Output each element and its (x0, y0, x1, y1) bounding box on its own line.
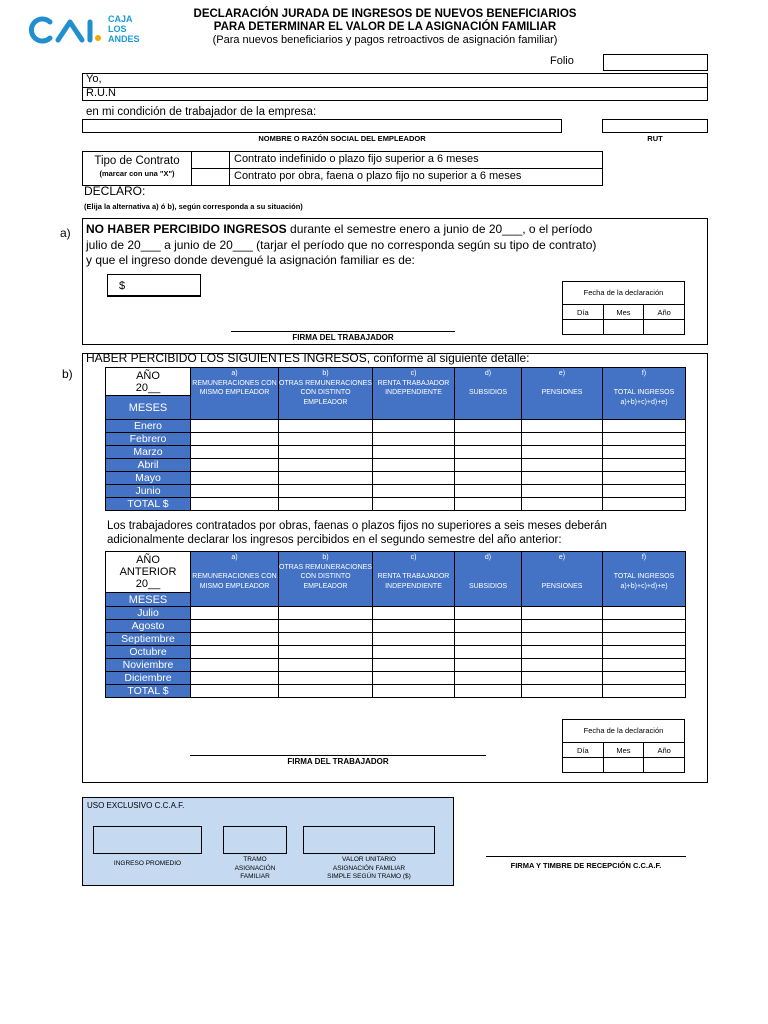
amount-cell[interactable] (373, 485, 455, 498)
valor-line2: ASIGNACIÓN FAMILIAR (332, 864, 406, 872)
firma-ccaf: FIRMA Y TIMBRE DE RECEPCIÓN C.C.A.F. (510, 861, 662, 870)
tramo-line2: ASIGNACIÓN (234, 864, 276, 872)
fecha-mes-a: Mes (603, 305, 644, 320)
fecha-ano-a: Año (644, 305, 685, 320)
amount-cell[interactable] (603, 498, 686, 511)
rut-field[interactable] (602, 119, 708, 133)
amount-cell[interactable] (522, 433, 603, 446)
col-label: TOTAL INGRESOS a)+b)+c)+d)+e) (613, 389, 675, 406)
yo-label: Yo, (86, 73, 102, 85)
amount-cell[interactable] (455, 472, 522, 485)
amount-cell[interactable] (522, 498, 603, 511)
year2-value: 20__ (135, 578, 161, 590)
month-row (106, 433, 686, 446)
amount-cell[interactable] (522, 607, 603, 620)
fecha-dia-a: Día (563, 305, 604, 320)
fecha-mes-b: Mes (603, 743, 644, 758)
year1-label: AÑO (136, 369, 160, 382)
year2-label: AÑO (136, 554, 160, 566)
col-label: RENTA TRABAJADOR INDEPENDIENTE (377, 573, 450, 590)
title-line3: (Para nuevos beneficiarios y pagos retroactivos de asignación familiar) (212, 34, 558, 46)
amount-cell[interactable] (191, 659, 279, 672)
col-letter: f) (641, 370, 647, 377)
year1-value: 20__ (135, 381, 161, 394)
amount-cell[interactable] (373, 420, 455, 433)
col-letter: f) (641, 554, 647, 561)
amount-cell[interactable] (279, 420, 373, 433)
section-a-line3: y que el ingreso donde devengué la asignación familiar es de: (86, 253, 415, 267)
month-label: Octubre (106, 646, 191, 659)
amount-cell[interactable] (455, 498, 522, 511)
col-label: REMUNERACIONES CON MISMO EMPLEADOR (192, 573, 277, 590)
fecha-dia-b: Día (563, 743, 604, 758)
meses-header-1: MESES (106, 396, 191, 420)
run-field[interactable] (82, 87, 708, 101)
fecha-title-b: Fecha de la declaración (563, 720, 685, 743)
month-label: Marzo (106, 446, 191, 459)
amount-cell[interactable] (603, 659, 686, 672)
note-line1: Los trabajadores contratados por obras, faenas o plazos fijos no superiores a seis meses deberán (107, 520, 607, 532)
section-a-letter: a) (60, 226, 71, 240)
amount-cell[interactable] (455, 659, 522, 672)
amount-cell[interactable] (373, 659, 455, 672)
amount-cell[interactable] (279, 607, 373, 620)
amount-cell[interactable] (603, 420, 686, 433)
month-label: Enero (106, 420, 191, 433)
valor-line3: SIMPLE SEGÚN TRAMO ($) (327, 873, 411, 880)
section-a-line2: julio de 20___ a junio de 20___ (tarjar el período que no corresponda según su tipo de contrato) (86, 238, 597, 252)
col-header-b (279, 368, 373, 420)
col2-header-c (373, 552, 455, 607)
month-row (106, 607, 686, 620)
amount-cell[interactable] (279, 659, 373, 672)
month-row (106, 633, 686, 646)
month-row (106, 446, 686, 459)
col-letter: d) (484, 370, 492, 377)
amount-cell[interactable] (603, 472, 686, 485)
amount-cell[interactable] (603, 646, 686, 659)
month-label: Julio (106, 607, 191, 620)
amount-cell[interactable] (373, 498, 455, 511)
amount-cell[interactable] (191, 620, 279, 633)
tramo-label (213, 856, 297, 882)
amount-cell[interactable] (522, 672, 603, 685)
ingreso-promedio-label: INGRESO PROMEDIO (113, 860, 182, 867)
col-header-f (603, 368, 686, 420)
amount-cell[interactable] (603, 433, 686, 446)
amount-cell[interactable] (191, 420, 279, 433)
month-label: Junio (106, 485, 191, 498)
amount-cell[interactable] (191, 646, 279, 659)
amount-cell[interactable] (279, 472, 373, 485)
valor-line1: VALOR UNITARIO (342, 856, 396, 863)
amount-cell[interactable] (603, 446, 686, 459)
fecha-ano-b-input[interactable] (644, 758, 685, 773)
amount-cell[interactable] (373, 607, 455, 620)
contrato-checkbox-2[interactable] (191, 168, 230, 186)
amount-cell[interactable] (373, 646, 455, 659)
rut-label: RUT (647, 134, 663, 143)
amount-cell[interactable] (373, 672, 455, 685)
amount-cell[interactable] (191, 607, 279, 620)
section-a-text1: durante el semestre enero a junio de 20___, o el período (286, 222, 593, 236)
amount-cell[interactable] (603, 633, 686, 646)
month-row (106, 498, 686, 511)
yo-field[interactable] (82, 73, 708, 88)
tramo-field[interactable] (223, 826, 287, 854)
logo-los: LOS (108, 24, 127, 34)
doc-title (150, 8, 620, 47)
col-letter: a) (231, 370, 238, 377)
empleador-label: NOMBRE O RAZÓN SOCIAL DEL EMPLEADOR (258, 134, 426, 143)
col2-header-e (522, 552, 603, 607)
amount-cell[interactable] (455, 420, 522, 433)
col2-header-a (191, 552, 279, 607)
meses-header-2: MESES (106, 593, 191, 607)
amount-cell[interactable] (522, 420, 603, 433)
tramo-line3: FAMILIAR (240, 873, 270, 880)
col-letter: a) (231, 554, 238, 561)
amount-cell[interactable] (279, 446, 373, 459)
folio-label: Folio (550, 55, 574, 67)
amount-cell[interactable] (455, 433, 522, 446)
contrato-option-1-text: Contrato indefinido o plazo fijo superior a 6 meses (234, 153, 479, 165)
col-header-c (373, 368, 455, 420)
col-letter: b) (322, 554, 329, 561)
amount-cell[interactable] (522, 633, 603, 646)
month-row (106, 659, 686, 672)
month-label: Abril (106, 459, 191, 472)
tipo-contrato-sub: (marcar con una "X") (99, 169, 175, 178)
valor-label (293, 856, 445, 882)
amount-cell[interactable] (522, 446, 603, 459)
amount-cell[interactable] (522, 659, 603, 672)
month-label: TOTAL $ (106, 498, 191, 511)
amount-cell[interactable] (279, 646, 373, 659)
month-row (106, 420, 686, 433)
col2-header-f (603, 552, 686, 607)
firma-a: FIRMA DEL TRABAJADOR (292, 333, 394, 342)
month-label: Mayo (106, 472, 191, 485)
col-label: SUBSIDIOS (468, 582, 508, 590)
col-label: SUBSIDIOS (468, 389, 508, 396)
month-label: Septiembre (106, 633, 191, 646)
title-line2: PARA DETERMINAR EL VALOR DE LA ASIGNACIÓN FAMILIAR (213, 21, 557, 33)
amount-cell[interactable] (522, 646, 603, 659)
col-header-d (455, 368, 522, 420)
amount-cell[interactable] (603, 620, 686, 633)
amount-cell[interactable] (279, 485, 373, 498)
fecha-dia-b-input[interactable] (563, 758, 604, 773)
amount-cell[interactable] (522, 459, 603, 472)
amount-cell[interactable] (279, 620, 373, 633)
amount-cell[interactable] (373, 472, 455, 485)
month-row (106, 685, 686, 698)
col-header-a (191, 368, 279, 420)
month-row (106, 485, 686, 498)
months-body-2 (106, 607, 686, 698)
col-letter: c) (410, 370, 417, 377)
amount-cell[interactable] (191, 672, 279, 685)
month-label: TOTAL $ (106, 685, 191, 698)
col-label: RENTA TRABAJADOR INDEPENDIENTE (377, 379, 450, 396)
fecha-ano-a-input[interactable] (644, 320, 685, 335)
month-row (106, 672, 686, 685)
col-label: REMUNERACIONES CON MISMO EMPLEADOR (192, 379, 277, 396)
firma-line-a (231, 331, 455, 332)
year-cell-1 (106, 368, 191, 396)
empleador-field[interactable] (82, 119, 562, 133)
amount-cell[interactable] (191, 459, 279, 472)
firma-b: FIRMA DEL TRABAJADOR (287, 757, 389, 766)
col-label: OTRAS REMUNERACIONES CON DISTINTO EMPLEADOR (279, 563, 372, 590)
month-row (106, 472, 686, 485)
fecha-dia-a-input[interactable] (563, 320, 604, 335)
section-b-text: HABER PERCIBIDO LOS SIGUIENTES INGRESOS, conforme al siguiente detalle: (86, 351, 530, 365)
col-letter: e) (558, 370, 566, 377)
amount-cell[interactable] (455, 685, 522, 698)
section-a-bold: NO HABER PERCIBIDO INGRESOS (86, 222, 287, 236)
amount-cell[interactable] (455, 672, 522, 685)
valor-unitario-field[interactable] (303, 826, 435, 854)
run-label: R.U.N (86, 87, 116, 99)
month-label: Diciembre (106, 672, 191, 685)
amount-cell[interactable] (522, 685, 603, 698)
amount-cell[interactable] (603, 685, 686, 698)
section-b-letter: b) (62, 367, 73, 381)
ingreso-promedio-field[interactable] (93, 826, 202, 854)
amount-cell[interactable] (191, 498, 279, 511)
fecha-table-a (562, 281, 685, 335)
amount-cell[interactable] (191, 685, 279, 698)
firma-line-b (190, 755, 486, 756)
amount-cell[interactable] (191, 433, 279, 446)
col-header-e (522, 368, 603, 420)
dollar-sign: $ (119, 280, 126, 292)
amount-cell[interactable] (455, 633, 522, 646)
col2-header-b (279, 552, 373, 607)
note-line2: adicionalmente declarar los ingresos percibidos en el segundo semestre del año anterior: (107, 534, 562, 546)
month-label: Noviembre (106, 659, 191, 672)
fecha-table-b (562, 719, 685, 773)
ingresos-table-1 (105, 367, 686, 511)
ccaf-title: USO EXCLUSIVO C.C.A.F. (87, 801, 185, 810)
fecha-mes-a-input[interactable] (603, 320, 644, 335)
amount-cell[interactable] (279, 459, 373, 472)
fecha-ano-b: Año (644, 743, 685, 758)
col-label: TOTAL INGRESOS a)+b)+c)+d)+e) (613, 573, 675, 590)
amount-cell[interactable] (373, 685, 455, 698)
section-a-line1 (86, 222, 592, 236)
month-row (106, 459, 686, 472)
month-label: Agosto (106, 620, 191, 633)
amount-cell[interactable] (373, 633, 455, 646)
amount-cell[interactable] (522, 485, 603, 498)
logo (28, 14, 158, 46)
amount-cell[interactable] (191, 472, 279, 485)
amount-cell[interactable] (455, 620, 522, 633)
col-label: PENSIONES (541, 389, 583, 396)
col-letter: e) (558, 554, 566, 561)
amount-cell[interactable] (455, 607, 522, 620)
col-letter: d) (484, 554, 492, 561)
amount-cell[interactable] (455, 485, 522, 498)
declaro: DECLARO: (84, 184, 146, 198)
amount-cell[interactable] (279, 685, 373, 698)
amount-cell[interactable] (279, 498, 373, 511)
firma-ccaf-line (486, 856, 686, 857)
condicion-text: en mi condición de trabajador de la empresa: (86, 106, 317, 118)
amount-cell[interactable] (603, 607, 686, 620)
amount-cell[interactable] (191, 633, 279, 646)
amount-cell[interactable] (279, 433, 373, 446)
month-label: Febrero (106, 433, 191, 446)
contrato-option-2-text: Contrato por obra, faena o plazo fijo no superior a 6 meses (234, 170, 522, 182)
amount-cell[interactable] (373, 433, 455, 446)
amount-cell[interactable] (603, 672, 686, 685)
year2-sub: ANTERIOR (119, 566, 177, 578)
amount-cell[interactable] (191, 446, 279, 459)
title-line1: DECLARACIÓN JURADA DE INGRESOS DE NUEVOS BENEFICIARIOS (193, 8, 577, 20)
amount-cell[interactable] (522, 472, 603, 485)
amount-cell[interactable] (522, 620, 603, 633)
amount-cell[interactable] (603, 485, 686, 498)
amount-cell[interactable] (191, 485, 279, 498)
contrato-checkbox-1[interactable] (191, 151, 230, 169)
amount-cell[interactable] (455, 646, 522, 659)
months-body-1 (106, 420, 686, 511)
amount-cell[interactable] (455, 459, 522, 472)
amount-cell[interactable] (603, 459, 686, 472)
amount-cell[interactable] (279, 633, 373, 646)
amount-cell[interactable] (373, 446, 455, 459)
month-row (106, 646, 686, 659)
fecha-title-a: Fecha de la declaración (563, 282, 685, 305)
col-letter: b) (322, 370, 329, 377)
amount-cell[interactable] (455, 446, 522, 459)
col-label: OTRAS REMUNERACIONES CON DISTINTO EMPLEADOR (279, 379, 372, 406)
year-cell-2 (106, 552, 191, 593)
amount-cell[interactable] (279, 672, 373, 685)
folio-field[interactable] (603, 54, 708, 71)
tipo-contrato-label: Tipo de Contrato (94, 155, 180, 167)
col-label: PENSIONES (541, 582, 583, 590)
ingresos-table-2 (105, 551, 686, 698)
fecha-mes-b-input[interactable] (603, 758, 644, 773)
col-letter: c) (410, 554, 417, 561)
elija-note: (Elija la alternativa a) ó b), según corresponda a su situación) (84, 202, 303, 211)
logo-andes: ANDES (108, 34, 140, 44)
tramo-line1: TRAMO (243, 856, 267, 863)
col2-header-d (455, 552, 522, 607)
amount-cell[interactable] (373, 620, 455, 633)
logo-caja: CAJA (108, 14, 133, 24)
logo-mark (28, 16, 102, 44)
amount-cell[interactable] (373, 459, 455, 472)
month-row (106, 620, 686, 633)
